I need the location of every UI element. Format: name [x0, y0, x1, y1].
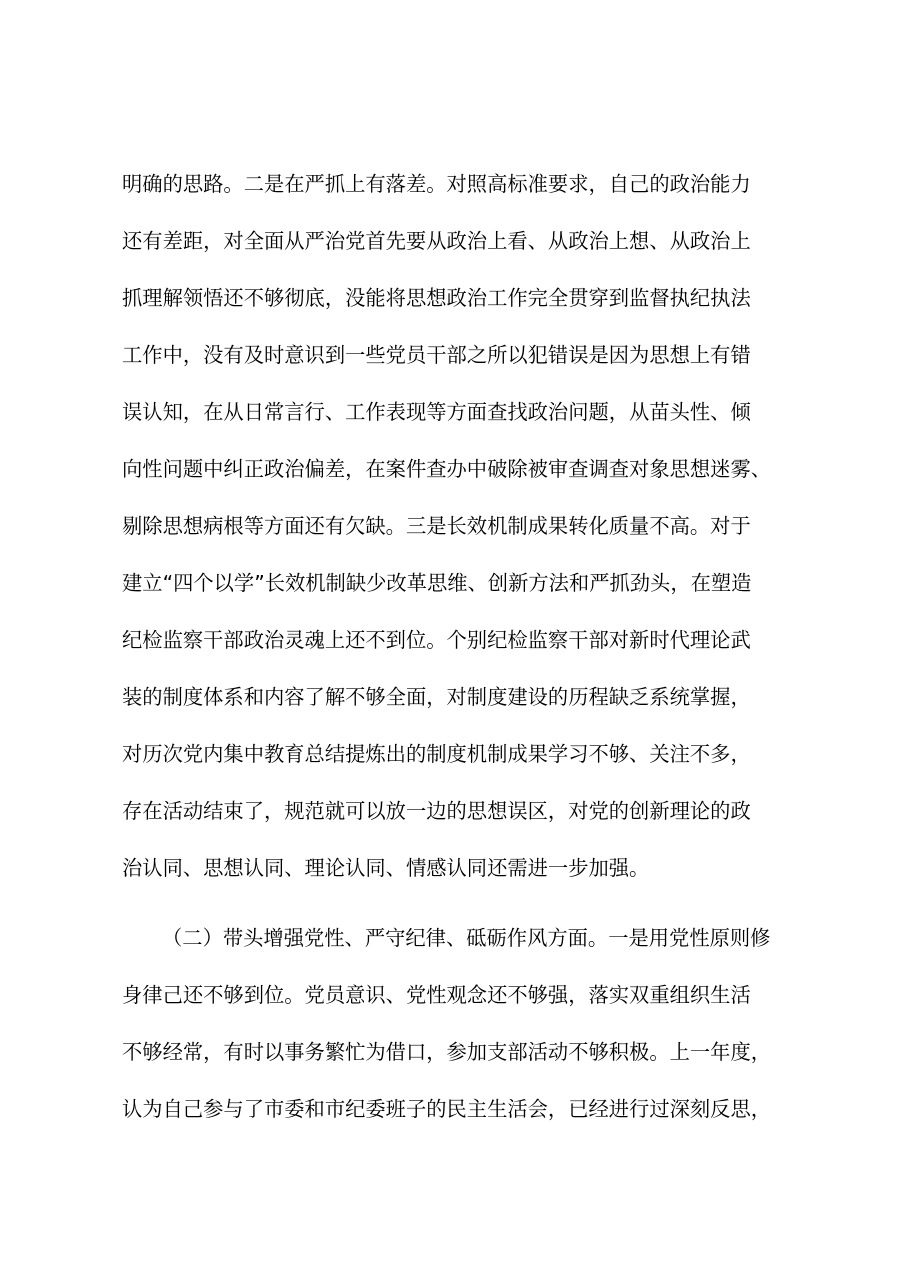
text-line-5: 误认知，在从日常言行、工作表现等方面查找政治问题，从苗头性、倾: [122, 400, 751, 424]
text-line-11: 对历次党内集中教育总结提炼出的制度机制成果学习不够、关注不多，: [122, 742, 751, 766]
text-line-1: 明确的思路。二是在严抓上有落差。对照高标准要求，自己的政治能力: [122, 172, 751, 196]
text-line-16: 不够经常，有时以事务繁忙为借口，参加支部活动不够积极。上一年度，: [122, 1040, 772, 1064]
text-line-17: 认为自己参与了市委和市纪委班子的民主生活会，已经进行过深刻反思，: [122, 1097, 772, 1121]
text-line-10: 装的制度体系和内容了解不够全面，对制度建设的历程缺乏系统掌握，: [122, 685, 751, 709]
text-line-15: 身律己还不够到位。党员意识、党性观念还不够强，落实双重组织生活: [122, 983, 751, 1007]
text-line-13: 治认同、思想认同、理论认同、情感认同还需进一步加强。: [122, 856, 650, 880]
text-line-9: 纪检监察干部政治灵魂上还不到位。个别纪检监察干部对新时代理论武: [122, 628, 751, 652]
text-line-12: 存在活动结束了，规范就可以放一边的思想误区，对党的创新理论的政: [122, 799, 751, 823]
text-line-14: （二）带头增强党性、严守纪律、砥砺作风方面。一是用党性原则修: [162, 926, 771, 950]
text-line-4: 工作中，没有及时意识到一些党员干部之所以犯错误是因为思想上有错: [122, 343, 751, 367]
text-line-6: 向性问题中纠正政治偏差，在案件查办中破除被审查调查对象思想迷雾、: [122, 457, 772, 481]
text-line-3: 抓理解领悟还不够彻底，没能将思想政治工作完全贯穿到监督执纪执法: [122, 286, 751, 310]
text-line-2: 还有差距，对全面从严治党首先要从政治上看、从政治上想、从政治上: [122, 229, 751, 253]
text-line-7: 剔除思想病根等方面还有欠缺。三是长效机制成果转化质量不高。对于: [122, 514, 751, 538]
text-line-8: 建立“四个以学”长效机制缺少改革思维、创新方法和严抓劲头，在塑造: [122, 571, 752, 595]
